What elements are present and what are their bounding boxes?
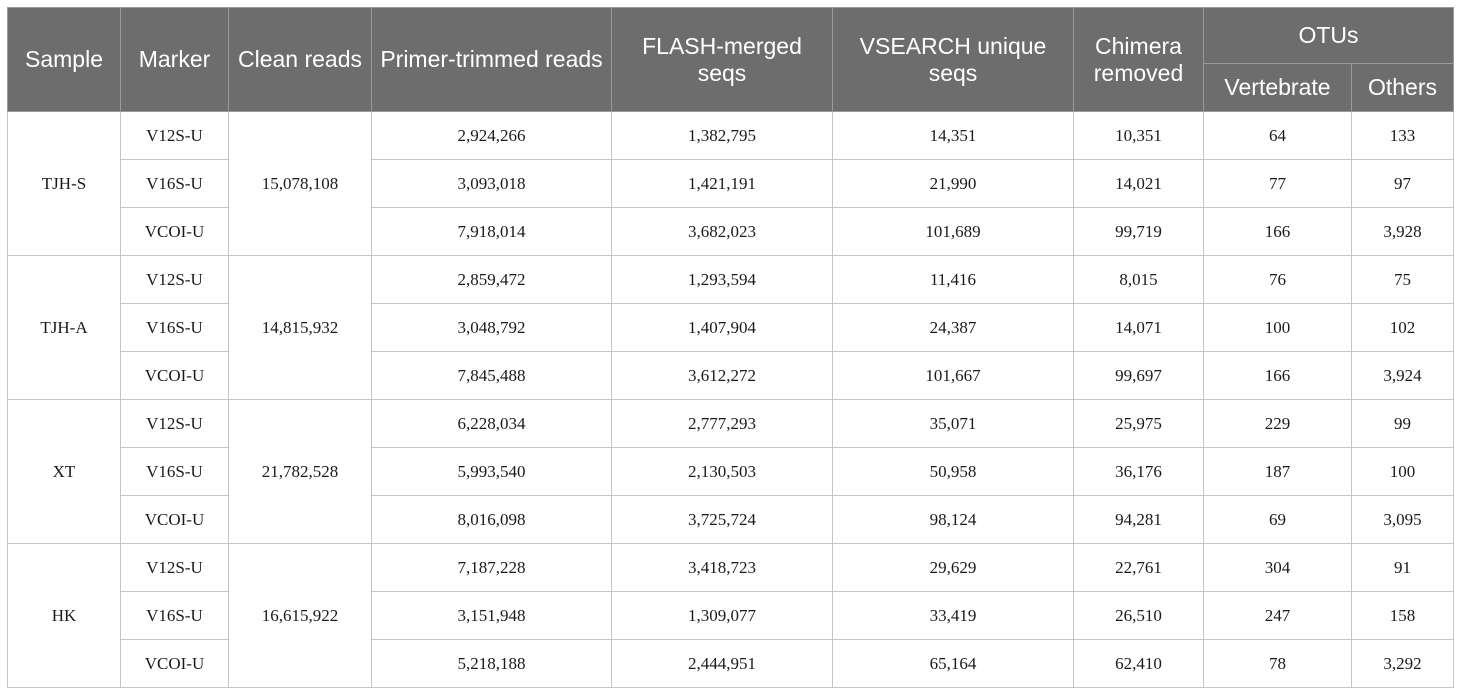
header-sample: Sample bbox=[8, 8, 121, 112]
chimera-removed-cell: 36,176 bbox=[1074, 448, 1204, 496]
header-vertebrate: Vertebrate bbox=[1204, 64, 1352, 112]
flash-merged-cell: 1,407,904 bbox=[612, 304, 833, 352]
clean-reads-cell: 14,815,932 bbox=[229, 256, 372, 400]
others-otus-cell: 3,924 bbox=[1352, 352, 1454, 400]
chimera-removed-cell: 99,719 bbox=[1074, 208, 1204, 256]
vertebrate-otus-cell: 247 bbox=[1204, 592, 1352, 640]
header-primer-trimmed: Primer-trimmed reads bbox=[372, 8, 612, 112]
chimera-removed-cell: 10,351 bbox=[1074, 112, 1204, 160]
marker-cell: VCOI-U bbox=[121, 208, 229, 256]
marker-cell: VCOI-U bbox=[121, 352, 229, 400]
marker-cell: VCOI-U bbox=[121, 640, 229, 688]
table-row bbox=[8, 400, 1454, 448]
vertebrate-otus-cell: 166 bbox=[1204, 208, 1352, 256]
table-row bbox=[8, 304, 1454, 352]
vsearch-unique-cell: 14,351 bbox=[833, 112, 1074, 160]
table-body bbox=[8, 112, 1454, 688]
header-marker: Marker bbox=[121, 8, 229, 112]
chimera-removed-cell: 14,071 bbox=[1074, 304, 1204, 352]
vertebrate-otus-cell: 77 bbox=[1204, 160, 1352, 208]
marker-cell: V12S-U bbox=[121, 112, 229, 160]
flash-merged-cell: 3,682,023 bbox=[612, 208, 833, 256]
others-otus-cell: 100 bbox=[1352, 448, 1454, 496]
table-row bbox=[8, 448, 1454, 496]
flash-merged-cell: 1,309,077 bbox=[612, 592, 833, 640]
header-clean-reads: Clean reads bbox=[229, 8, 372, 112]
vertebrate-otus-cell: 187 bbox=[1204, 448, 1352, 496]
others-otus-cell: 133 bbox=[1352, 112, 1454, 160]
others-otus-cell: 3,292 bbox=[1352, 640, 1454, 688]
sample-cell: TJH-S bbox=[8, 112, 121, 256]
vsearch-unique-cell: 50,958 bbox=[833, 448, 1074, 496]
chimera-removed-cell: 22,761 bbox=[1074, 544, 1204, 592]
primer-trimmed-cell: 5,993,540 bbox=[372, 448, 612, 496]
primer-trimmed-cell: 3,093,018 bbox=[372, 160, 612, 208]
sequencing-stats-table bbox=[7, 7, 1454, 688]
primer-trimmed-cell: 2,924,266 bbox=[372, 112, 612, 160]
others-otus-cell: 97 bbox=[1352, 160, 1454, 208]
vsearch-unique-cell: 65,164 bbox=[833, 640, 1074, 688]
others-otus-cell: 99 bbox=[1352, 400, 1454, 448]
sample-cell: TJH-A bbox=[8, 256, 121, 400]
primer-trimmed-cell: 7,845,488 bbox=[372, 352, 612, 400]
flash-merged-cell: 1,421,191 bbox=[612, 160, 833, 208]
chimera-removed-cell: 99,697 bbox=[1074, 352, 1204, 400]
vertebrate-otus-cell: 76 bbox=[1204, 256, 1352, 304]
others-otus-cell: 158 bbox=[1352, 592, 1454, 640]
header-vsearch-unique: VSEARCH unique seqs bbox=[833, 8, 1074, 112]
chimera-removed-cell: 94,281 bbox=[1074, 496, 1204, 544]
primer-trimmed-cell: 8,016,098 bbox=[372, 496, 612, 544]
primer-trimmed-cell: 5,218,188 bbox=[372, 640, 612, 688]
clean-reads-cell: 16,615,922 bbox=[229, 544, 372, 688]
sample-cell: HK bbox=[8, 544, 121, 688]
chimera-removed-cell: 8,015 bbox=[1074, 256, 1204, 304]
flash-merged-cell: 3,725,724 bbox=[612, 496, 833, 544]
vsearch-unique-cell: 11,416 bbox=[833, 256, 1074, 304]
clean-reads-cell: 21,782,528 bbox=[229, 400, 372, 544]
flash-merged-cell: 1,293,594 bbox=[612, 256, 833, 304]
vsearch-unique-cell: 24,387 bbox=[833, 304, 1074, 352]
primer-trimmed-cell: 3,048,792 bbox=[372, 304, 612, 352]
table-row bbox=[8, 160, 1454, 208]
vertebrate-otus-cell: 229 bbox=[1204, 400, 1352, 448]
header-otus: OTUs bbox=[1204, 8, 1454, 64]
clean-reads-cell: 15,078,108 bbox=[229, 112, 372, 256]
flash-merged-cell: 1,382,795 bbox=[612, 112, 833, 160]
vertebrate-otus-cell: 69 bbox=[1204, 496, 1352, 544]
vsearch-unique-cell: 21,990 bbox=[833, 160, 1074, 208]
chimera-removed-cell: 14,021 bbox=[1074, 160, 1204, 208]
primer-trimmed-cell: 7,187,228 bbox=[372, 544, 612, 592]
marker-cell: V12S-U bbox=[121, 400, 229, 448]
marker-cell: V16S-U bbox=[121, 592, 229, 640]
table-header bbox=[8, 8, 1454, 112]
others-otus-cell: 91 bbox=[1352, 544, 1454, 592]
table-row bbox=[8, 544, 1454, 592]
vsearch-unique-cell: 33,419 bbox=[833, 592, 1074, 640]
marker-cell: V12S-U bbox=[121, 544, 229, 592]
vsearch-unique-cell: 98,124 bbox=[833, 496, 1074, 544]
vertebrate-otus-cell: 100 bbox=[1204, 304, 1352, 352]
primer-trimmed-cell: 3,151,948 bbox=[372, 592, 612, 640]
primer-trimmed-cell: 7,918,014 bbox=[372, 208, 612, 256]
vertebrate-otus-cell: 78 bbox=[1204, 640, 1352, 688]
flash-merged-cell: 3,418,723 bbox=[612, 544, 833, 592]
others-otus-cell: 102 bbox=[1352, 304, 1454, 352]
flash-merged-cell: 2,444,951 bbox=[612, 640, 833, 688]
flash-merged-cell: 3,612,272 bbox=[612, 352, 833, 400]
marker-cell: V16S-U bbox=[121, 304, 229, 352]
primer-trimmed-cell: 6,228,034 bbox=[372, 400, 612, 448]
table-row bbox=[8, 496, 1454, 544]
chimera-removed-cell: 26,510 bbox=[1074, 592, 1204, 640]
flash-merged-cell: 2,777,293 bbox=[612, 400, 833, 448]
vsearch-unique-cell: 35,071 bbox=[833, 400, 1074, 448]
table-row bbox=[8, 208, 1454, 256]
vsearch-unique-cell: 101,689 bbox=[833, 208, 1074, 256]
primer-trimmed-cell: 2,859,472 bbox=[372, 256, 612, 304]
others-otus-cell: 75 bbox=[1352, 256, 1454, 304]
flash-merged-cell: 2,130,503 bbox=[612, 448, 833, 496]
header-chimera-removed: Chimera removed bbox=[1074, 8, 1204, 112]
vsearch-unique-cell: 29,629 bbox=[833, 544, 1074, 592]
vertebrate-otus-cell: 304 bbox=[1204, 544, 1352, 592]
header-others: Others bbox=[1352, 64, 1454, 112]
table-row bbox=[8, 640, 1454, 688]
others-otus-cell: 3,095 bbox=[1352, 496, 1454, 544]
table-row bbox=[8, 112, 1454, 160]
table-row bbox=[8, 352, 1454, 400]
sample-cell: XT bbox=[8, 400, 121, 544]
others-otus-cell: 3,928 bbox=[1352, 208, 1454, 256]
table-row bbox=[8, 592, 1454, 640]
vsearch-unique-cell: 101,667 bbox=[833, 352, 1074, 400]
chimera-removed-cell: 62,410 bbox=[1074, 640, 1204, 688]
marker-cell: V16S-U bbox=[121, 448, 229, 496]
marker-cell: V16S-U bbox=[121, 160, 229, 208]
header-flash-merged: FLASH-merged seqs bbox=[612, 8, 833, 112]
marker-cell: V12S-U bbox=[121, 256, 229, 304]
chimera-removed-cell: 25,975 bbox=[1074, 400, 1204, 448]
table-row bbox=[8, 256, 1454, 304]
vertebrate-otus-cell: 64 bbox=[1204, 112, 1352, 160]
vertebrate-otus-cell: 166 bbox=[1204, 352, 1352, 400]
marker-cell: VCOI-U bbox=[121, 496, 229, 544]
